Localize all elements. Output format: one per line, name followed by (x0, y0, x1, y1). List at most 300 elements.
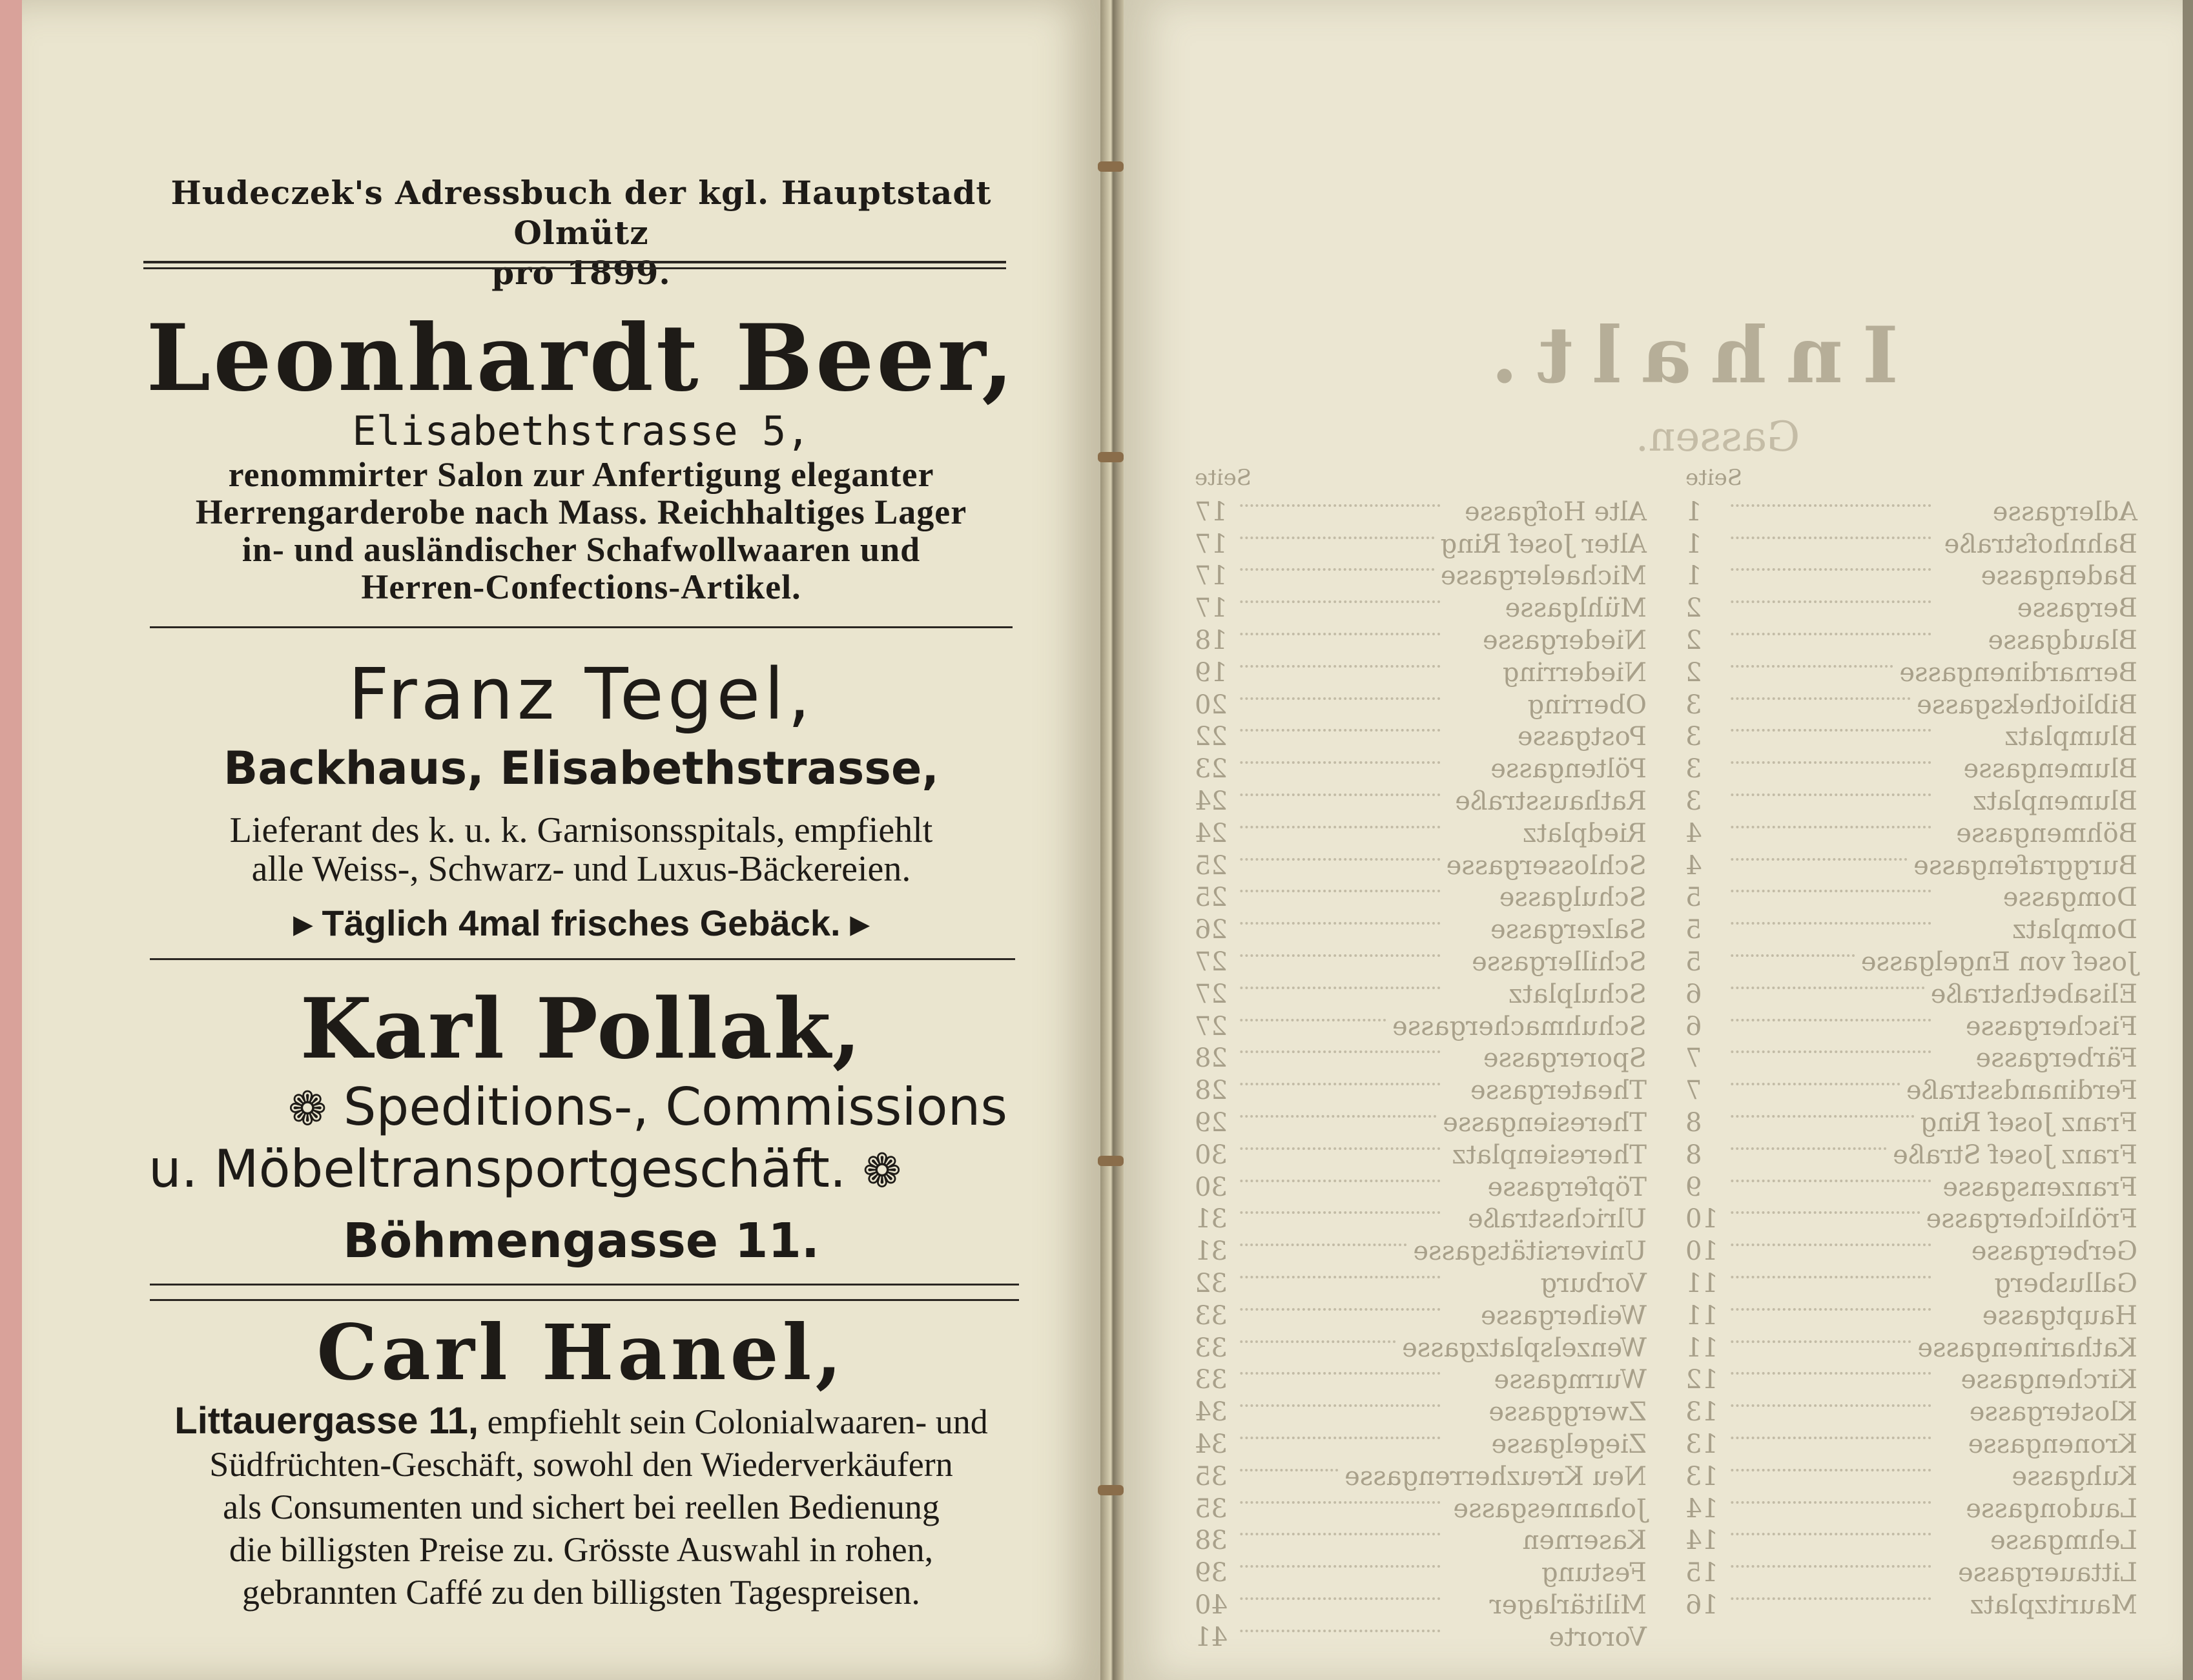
toc-entry-name: Theresiengasse (1443, 1108, 1647, 1138)
binding-stitch (1098, 161, 1124, 172)
toc-leader-dots (1731, 922, 1931, 925)
toc-row (1685, 1235, 2137, 1267)
toc-entry-page: 5 (1685, 883, 1702, 913)
ad-pollak-line-2 (149, 1140, 1014, 1200)
toc-entry-name: Blumenplatz (1973, 786, 2137, 817)
toc-leader-dots (1240, 858, 1440, 861)
toc-leader-dots (1731, 1019, 1931, 1021)
toc-leader-dots (1240, 1437, 1440, 1439)
toc-row (1195, 1557, 1647, 1589)
toc-entry-name: Alter Josef Ring (1440, 529, 1647, 559)
toc-entry-name: Böhmengasse (1956, 818, 2137, 848)
toc-leader-dots (1240, 1630, 1440, 1632)
ad-tegel-note (142, 903, 1020, 944)
toc-entry-name: Laudongasse (1966, 1493, 2137, 1524)
toc-leader-dots (1731, 761, 1931, 764)
toc-row (1195, 785, 1647, 817)
ad-tegel-line: alle Weiss-, Schwarz- und Luxus-Bäckereien. (251, 849, 911, 889)
toc-row (1195, 1107, 1647, 1139)
pointer-icon: ▸ (840, 903, 869, 943)
toc-entry-name: Bernardinengasse (1899, 657, 2137, 688)
toc-entry-page: 28 (1195, 1076, 1228, 1106)
toc-entry-page: 17 (1195, 497, 1228, 527)
ad-hanel-text (142, 1400, 1020, 1613)
toc-leader-dots (1240, 954, 1440, 957)
ad-beer-line: renommirter Salon zur Anfertigung eleganter (228, 455, 934, 494)
toc-row (1195, 1396, 1647, 1428)
toc-entry-page: 40 (1195, 1590, 1228, 1620)
toc-row (1685, 1074, 2137, 1107)
toc-leader-dots (1240, 537, 1434, 539)
toc-entry-page: 3 (1685, 690, 1702, 720)
toc-entry-page: 6 (1685, 979, 1702, 1009)
toc-leader-dots (1240, 1501, 1440, 1504)
toc-entry-name: Festung (1541, 1558, 1647, 1588)
book-gutter (1100, 0, 1124, 1680)
toc-entry-page: 7 (1685, 1076, 1702, 1106)
rosette-icon: ❁ (862, 1143, 902, 1198)
toc-entry-name: Kirchengasse (1961, 1365, 2137, 1395)
toc-leader-dots (1731, 1083, 1900, 1085)
ad-pollak-line-1-text: Speditions-, Commissions (343, 1077, 1007, 1137)
toc-entry-name: Fischergasse (1965, 1011, 2137, 1041)
toc-entry-page: 2 (1685, 626, 1702, 656)
toc-entry-name: Franz Josef Ring (1920, 1108, 2137, 1138)
ad-hanel-line: als Consumenten und sichert bei reellen Bedienung (223, 1488, 940, 1526)
ad-beer-address: Elisabethstrasse 5, (352, 407, 810, 455)
toc-leader-dots (1240, 826, 1440, 828)
ad-tegel-text (142, 811, 1020, 888)
toc-row (1195, 1493, 1647, 1525)
toc-row (1685, 657, 2137, 689)
toc-entry-name: Schlossergasse (1446, 850, 1647, 881)
toc-leader-dots (1240, 729, 1440, 732)
toc-column-1 (1685, 465, 2137, 1621)
toc-entry-page: 26 (1195, 915, 1228, 945)
toc-leader-dots (1731, 1244, 1931, 1246)
toc-leader-dots (1731, 1147, 1886, 1150)
toc-row (1195, 528, 1647, 560)
toc-entry-name: Rathausstraße (1455, 786, 1647, 817)
toc-row (1685, 1107, 2137, 1139)
toc-leader-dots (1731, 826, 1931, 828)
toc-row (1685, 1010, 2137, 1043)
toc-row (1195, 1171, 1647, 1204)
ad-pollak-address: Böhmengasse 11. (343, 1213, 819, 1269)
toc-entry-page: 17 (1195, 529, 1228, 559)
toc-row (1195, 1589, 1647, 1621)
toc-entry-name: Mauritzplatz (1970, 1590, 2137, 1620)
toc-row (1195, 1525, 1647, 1557)
toc-row (1195, 978, 1647, 1010)
toc-row (1195, 1364, 1647, 1397)
toc-entry-page: 11 (1685, 1269, 1718, 1299)
toc-row (1685, 496, 2137, 528)
toc-row (1195, 946, 1647, 978)
toc-row (1195, 1043, 1647, 1075)
toc-row (1685, 721, 2137, 753)
toc-row (1195, 1204, 1647, 1236)
toc-row (1685, 1460, 2137, 1493)
toc-leader-dots (1731, 1308, 1931, 1311)
toc-entry-name: Elisabethstraße (1930, 979, 2137, 1009)
toc-row (1195, 496, 1647, 528)
rosette-icon: ❁ (287, 1081, 327, 1136)
ad-divider-double (150, 1299, 1019, 1301)
toc-leader-dots (1731, 633, 1931, 635)
header-line-2: pro 1899. (491, 254, 671, 292)
toc-leader-dots (1731, 858, 1907, 861)
toc-row (1685, 946, 2137, 978)
ad-beer-line: Herren-Confections-Artikel. (361, 568, 801, 606)
toc-entry-page: 9 (1685, 1172, 1702, 1202)
toc-leader-dots (1240, 890, 1440, 892)
toc-entry-page: 2 (1685, 657, 1702, 688)
toc-entry-name: Bergasse (2017, 593, 2137, 624)
toc-row (1195, 560, 1647, 593)
toc-entry-name: Mühlgasse (1505, 593, 1647, 624)
toc-subtitle: Gassen. (1635, 413, 1800, 461)
toc-entry-page: 31 (1195, 1204, 1228, 1234)
toc-entry-page: 15 (1685, 1558, 1718, 1588)
toc-leader-dots (1731, 537, 1931, 539)
toc-entry-page: 27 (1195, 1011, 1228, 1041)
toc-leader-dots (1731, 1115, 1914, 1118)
toc-entry-name: Theatergasse (1470, 1076, 1647, 1106)
toc-row (1685, 785, 2137, 817)
toc-row (1685, 689, 2137, 721)
toc-leader-dots (1731, 987, 1924, 989)
toc-leader-dots (1240, 1372, 1440, 1375)
toc-entry-page: 41 (1195, 1622, 1228, 1652)
toc-entry-name: Färbergasse (1975, 1043, 2137, 1074)
toc-row (1685, 1300, 2137, 1332)
toc-entry-page: 11 (1685, 1300, 1718, 1331)
ad-hanel-address: Littauergasse 11, (174, 1400, 479, 1442)
toc-entry-name: Kronengasse (1968, 1429, 2137, 1459)
toc-entry-name: Josef von Engelgasse (1860, 947, 2137, 978)
ad-pollak-name: Karl Pollak, (300, 981, 863, 1078)
toc-entry-name: Schuhmachergasse (1392, 1011, 1647, 1041)
toc-entry-page: 2 (1685, 593, 1702, 624)
toc-entry-name: Blumengasse (1963, 754, 2137, 784)
ad-divider (150, 958, 1015, 960)
toc-entry-name: Blumplatz (2004, 722, 2137, 752)
toc-row (1195, 1621, 1647, 1654)
toc-leader-dots (1240, 1019, 1386, 1021)
ad-hanel-line: die billigsten Preise zu. Grösste Auswahl in rohen, (229, 1530, 934, 1569)
toc-leader-dots (1731, 568, 1931, 571)
ad-tegel-line: Lieferant des k. u. k. Garnisonsspitals, empfiehlt (229, 810, 933, 850)
toc-entry-name: Hauptgasse (1982, 1300, 2137, 1331)
ad-pollak-line-1 (142, 1078, 1007, 1138)
toc-leader-dots (1240, 504, 1440, 507)
toc-row (1685, 1204, 2137, 1236)
toc-leader-dots (1240, 761, 1440, 764)
toc-row (1195, 624, 1647, 657)
toc-entry-name: Badengasse (1981, 561, 2137, 591)
toc-leader-dots (1731, 890, 1931, 892)
toc-leader-dots (1240, 665, 1440, 668)
toc-leader-dots (1240, 1565, 1440, 1568)
toc-leader-dots (1731, 794, 1931, 796)
toc-row (1685, 817, 2137, 850)
header-line-1: Hudeczek's Adressbuch der kgl. Hauptstadt Olmütz (170, 174, 992, 252)
toc-row (1685, 1428, 2137, 1460)
toc-leader-dots (1240, 1404, 1440, 1407)
ad-beer-line: in- und ausländischer Schafwollwaaren und (242, 530, 921, 569)
toc-leader-dots (1240, 1211, 1440, 1214)
toc-row (1685, 914, 2137, 946)
toc-leader-dots (1731, 1340, 1911, 1343)
toc-entry-page: 25 (1195, 850, 1228, 881)
toc-entry-name: Alte Hofgasse (1464, 497, 1647, 527)
ad-hanel-line (142, 1400, 1020, 1443)
toc-row (1195, 1074, 1647, 1107)
toc-leader-dots (1731, 697, 1910, 700)
toc-entry-name: Zwerggasse (1488, 1397, 1647, 1428)
toc-entry-page: 27 (1195, 979, 1228, 1009)
toc-entry-name: Niedergasse (1482, 626, 1647, 656)
toc-leader-dots (1731, 1276, 1931, 1278)
toc-entry-page: 39 (1195, 1558, 1228, 1588)
toc-leader-dots (1240, 1147, 1440, 1150)
toc-row (1685, 1493, 2137, 1525)
page-edge-right (2183, 0, 2193, 1680)
toc-leader-dots (1731, 1437, 1931, 1439)
toc-entry-name: Domgasse (2003, 883, 2137, 913)
toc-leader-dots (1731, 1469, 1931, 1471)
toc-entry-page: 17 (1195, 593, 1228, 624)
toc-row (1195, 1332, 1647, 1364)
ad-tegel-note-text: Täglich 4mal frisches Gebäck. (322, 903, 841, 943)
toc-entry-page: 12 (1685, 1365, 1718, 1395)
toc-entry-page: 13 (1685, 1429, 1718, 1459)
toc-leader-dots (1731, 1180, 1931, 1182)
toc-row (1195, 721, 1647, 753)
toc-entry-page: 13 (1685, 1397, 1718, 1428)
ad-beer-name: Leonhardt Beer, (146, 305, 1016, 412)
toc-entry-name: Bahnhofstraße (1944, 529, 2137, 559)
toc-entry-name: Riedplatz (1523, 818, 1647, 848)
toc-leader-dots (1731, 729, 1931, 732)
binding-stitch (1098, 1156, 1124, 1166)
toc-row (1685, 1396, 2137, 1428)
ad-hanel-line: gebrannten Caffé zu den billigsten Tagespreisen. (242, 1573, 920, 1612)
toc-row (1195, 1235, 1647, 1267)
toc-leader-dots (1731, 600, 1931, 603)
toc-row (1685, 1364, 2137, 1397)
ad-beer-text (142, 456, 1020, 606)
toc-row (1195, 882, 1647, 914)
toc-leader-dots (1731, 1533, 1931, 1535)
toc-row (1685, 1267, 2137, 1300)
toc-entry-name: Franz Josef Straße (1893, 1140, 2137, 1170)
toc-leader-dots (1240, 1308, 1440, 1311)
toc-entry-name: Gerbergasse (1971, 1236, 2137, 1267)
toc-entry-page: 6 (1685, 1011, 1702, 1041)
toc-row (1195, 592, 1647, 624)
toc-entry-name: Klostergasse (1969, 1397, 2137, 1428)
toc-entry-page: 33 (1195, 1365, 1228, 1395)
toc-row (1685, 1557, 2137, 1589)
toc-row (1685, 882, 2137, 914)
toc-entry-page: 4 (1685, 850, 1702, 881)
toc-leader-dots (1731, 1211, 1920, 1214)
toc-entry-page: 28 (1195, 1043, 1228, 1074)
toc-entry-page: 24 (1195, 818, 1228, 848)
toc-title: Inhalt. (1471, 310, 1899, 401)
toc-entry-name: Vorburg (1540, 1269, 1647, 1299)
toc-entry-name: Burggrafengasse (1913, 850, 2137, 881)
toc-entry-name: Ferdinandsstraße (1906, 1076, 2137, 1106)
toc-entry-name: Blaudgasse (1988, 626, 2137, 656)
toc-entry-page: 10 (1685, 1236, 1718, 1267)
toc-entry-page: 22 (1195, 722, 1228, 752)
toc-entry-page: 20 (1195, 690, 1228, 720)
toc-entry-name: Neu Kreuzherrengasse (1344, 1461, 1647, 1491)
toc-entry-name: Ulrichsstraße (1467, 1204, 1647, 1234)
toc-entry-name: Pöltengasse (1490, 754, 1647, 784)
toc-entry-page: 7 (1685, 1043, 1702, 1074)
toc-entry-page: 13 (1685, 1461, 1718, 1491)
toc-entry-page: 35 (1195, 1461, 1228, 1491)
toc-entry-page: 8 (1685, 1108, 1702, 1138)
toc-leader-dots (1240, 568, 1434, 571)
toc-row (1685, 1139, 2137, 1171)
toc-entry-page: 11 (1685, 1333, 1718, 1363)
toc-column-head: Seite (1195, 465, 1252, 491)
ad-pollak-line-2-text: u. Möbeltransportgeschäft. (149, 1139, 847, 1199)
toc-leader-dots (1240, 1469, 1338, 1471)
ad-tegel-address: Backhaus, Elisabethstrasse, (223, 742, 940, 795)
toc-entry-name: Wenzelsplatzgasse (1402, 1333, 1647, 1363)
toc-entry-page: 19 (1195, 657, 1228, 688)
toc-leader-dots (1240, 633, 1440, 635)
toc-row (1685, 850, 2137, 882)
toc-leader-dots (1731, 954, 1855, 957)
toc-entry-page: 31 (1195, 1236, 1228, 1267)
toc-leader-dots (1240, 1340, 1395, 1343)
toc-entry-page: 14 (1685, 1526, 1718, 1556)
toc-leader-dots (1240, 697, 1440, 700)
ad-divider (150, 1284, 1019, 1286)
toc-entry-page: 33 (1195, 1333, 1228, 1363)
toc-row (1685, 978, 2137, 1010)
toc-row (1685, 624, 2137, 657)
toc-entry-name: Sporergasse (1483, 1043, 1647, 1074)
ad-hanel-line: Südfrüchten-Geschäft, sowohl den Wiederverkäufern (209, 1445, 953, 1484)
binding-stitch (1098, 1485, 1124, 1495)
toc-row (1685, 1171, 2137, 1204)
toc-leader-dots (1240, 1083, 1440, 1085)
toc-entry-name: Militärlager (1489, 1590, 1647, 1620)
toc-leader-dots (1240, 987, 1440, 989)
toc-row (1195, 753, 1647, 785)
toc-entry-page: 1 (1685, 561, 1702, 591)
toc-row (1195, 1010, 1647, 1043)
toc-entry-page: 17 (1195, 561, 1228, 591)
toc-entry-page: 24 (1195, 786, 1228, 817)
toc-leader-dots (1731, 1597, 1931, 1600)
toc-leader-dots (1731, 1565, 1931, 1568)
toc-entry-name: Schillergasse (1472, 947, 1647, 978)
toc-entry-name: Fröhlichergasse (1926, 1204, 2137, 1234)
toc-leader-dots (1240, 922, 1440, 925)
toc-leader-dots (1731, 1404, 1931, 1407)
toc-entry-name: Littauergasse (1957, 1558, 2137, 1588)
toc-row (1685, 560, 2137, 593)
book-edge (0, 0, 22, 1680)
toc-column-2 (1195, 465, 1647, 1654)
toc-entry-name: Domplatz (2012, 915, 2137, 945)
header-rule (143, 261, 1006, 263)
toc-column-head: Seite (1685, 465, 1743, 491)
toc-entry-name: Franzensgasse (1942, 1172, 2137, 1202)
toc-leader-dots (1731, 1501, 1931, 1504)
toc-row (1195, 657, 1647, 689)
toc-entry-page: 29 (1195, 1108, 1228, 1138)
toc-leader-dots (1240, 600, 1440, 603)
toc-row (1195, 817, 1647, 850)
toc-entry-name: Theresienplatz (1452, 1140, 1647, 1170)
toc-leader-dots (1240, 1180, 1440, 1182)
toc-entry-page: 38 (1195, 1526, 1228, 1556)
toc-entry-page: 3 (1685, 786, 1702, 817)
toc-row (1195, 689, 1647, 721)
pointer-icon: ▸ (293, 903, 322, 943)
toc-row (1195, 1267, 1647, 1300)
ad-beer-line: Herrengarderobe nach Mass. Reichhaltiges Lager (195, 493, 967, 531)
toc-entry-page: 3 (1685, 754, 1702, 784)
header-rule-double (143, 267, 1006, 269)
toc-entry-name: Salzergasse (1490, 915, 1647, 945)
toc-entry-page: 1 (1685, 497, 1702, 527)
toc-entry-page: 1 (1685, 529, 1702, 559)
toc-entry-name: Katharinengasse (1917, 1333, 2137, 1363)
toc-entry-name: Schulplatz (1508, 979, 1647, 1009)
toc-entry-page: 3 (1685, 722, 1702, 752)
toc-entry-name: Schulgasse (1499, 883, 1647, 913)
toc-leader-dots (1731, 504, 1931, 507)
toc-leader-dots (1240, 1533, 1440, 1535)
toc-row (1685, 528, 2137, 560)
toc-leader-dots (1240, 1597, 1440, 1600)
toc-entry-page: 14 (1685, 1493, 1718, 1524)
toc-leader-dots (1240, 794, 1440, 796)
toc-entry-page: 35 (1195, 1493, 1228, 1524)
toc-leader-dots (1731, 665, 1893, 668)
toc-row (1685, 753, 2137, 785)
toc-entry-name: Vororte (1549, 1622, 1647, 1652)
toc-entry-page: 34 (1195, 1397, 1228, 1428)
toc-entry-name: Michaelergasse (1440, 561, 1647, 591)
toc-row (1195, 914, 1647, 946)
toc-entry-name: Oberring (1527, 690, 1647, 720)
toc-row (1685, 1525, 2137, 1557)
ad-divider (150, 626, 1013, 628)
ad-hanel-line-text: empfiehlt sein Colonialwaaren- und (487, 1402, 988, 1441)
toc-row (1195, 1428, 1647, 1460)
toc-entry-name: Johannesgasse (1453, 1493, 1647, 1524)
toc-entry-page: 27 (1195, 947, 1228, 978)
toc-entry-name: Kuhgasse (2012, 1461, 2137, 1491)
toc-entry-name: Universitätsgasse (1413, 1236, 1647, 1267)
toc-entry-page: 30 (1195, 1172, 1228, 1202)
toc-leader-dots (1240, 1115, 1436, 1118)
toc-entry-name: Wurmgasse (1494, 1365, 1647, 1395)
toc-entry-page: 30 (1195, 1140, 1228, 1170)
